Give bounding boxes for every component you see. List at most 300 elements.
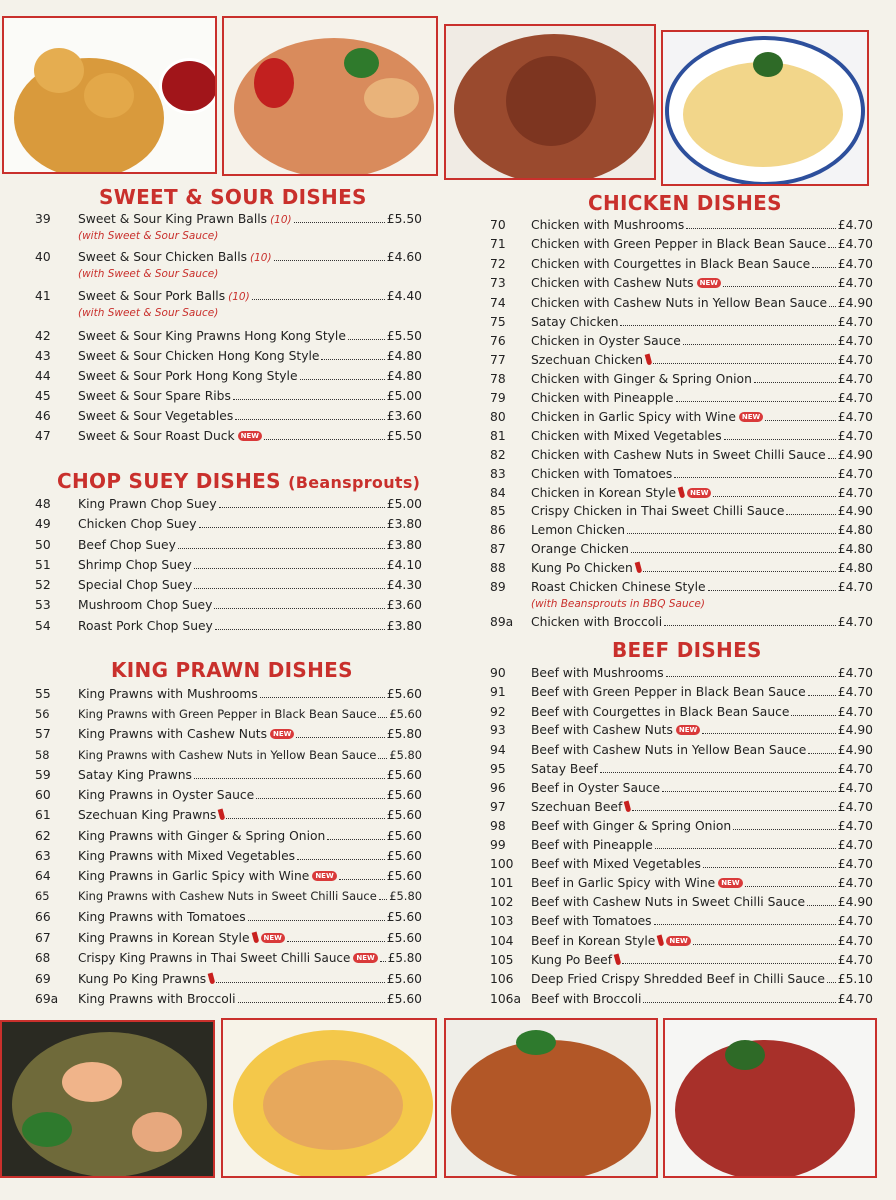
dot-leader	[643, 1002, 835, 1003]
menu-item	[490, 448, 873, 463]
item-name	[531, 296, 827, 311]
item-price: £4.90	[837, 448, 873, 462]
menu-item	[490, 743, 873, 758]
item-name	[78, 808, 224, 823]
menu-item	[490, 257, 873, 272]
item-name-text: Sweet & Sour King Prawns Hong Kong Style	[78, 329, 346, 343]
dot-leader	[194, 588, 385, 589]
item-name	[531, 666, 664, 681]
item-name-text: Szechuan Beef	[531, 800, 623, 814]
item-name	[531, 523, 625, 538]
item-number: 89	[490, 580, 506, 594]
item-price: £5.60	[386, 788, 422, 802]
item-number: 92	[490, 705, 506, 719]
egg-fu-yung-photo	[661, 30, 869, 186]
item-price: £4.70	[837, 580, 873, 594]
menu-item	[490, 467, 873, 482]
item-price: £4.70	[837, 857, 873, 871]
item-name	[531, 580, 706, 595]
chili-icon	[218, 809, 226, 821]
item-name-text: Beef with Green Pepper in Black Bean Sauce	[531, 685, 806, 699]
item-name-text: Shrimp Chop Suey	[78, 558, 192, 572]
menu-item	[490, 685, 873, 700]
dot-leader	[662, 791, 836, 792]
item-name	[531, 448, 826, 463]
menu-item	[490, 523, 873, 538]
menu-item	[35, 389, 422, 404]
item-price: £3.60	[386, 598, 422, 612]
new-badge: NEW	[312, 871, 336, 881]
item-name	[78, 598, 212, 613]
item-price: £4.30	[386, 578, 422, 592]
item-name	[531, 561, 641, 576]
menu-item	[490, 992, 873, 1007]
item-quantity: (10)	[228, 291, 250, 303]
item-name	[78, 369, 298, 384]
item-name	[78, 951, 378, 966]
item-number: 47	[35, 429, 51, 443]
dot-leader	[294, 222, 385, 223]
menu-item	[490, 876, 873, 891]
item-number: 61	[35, 808, 51, 822]
item-name	[78, 687, 258, 702]
item-price: £4.70	[837, 992, 873, 1006]
new-badge: NEW	[718, 878, 742, 888]
item-number: 66	[35, 910, 51, 924]
item-name	[78, 517, 197, 532]
item-number: 54	[35, 619, 51, 633]
item-price: £5.80	[386, 727, 422, 741]
item-name-text: Beef with Mushrooms	[531, 666, 664, 680]
item-price: £4.70	[837, 705, 873, 719]
item-name	[531, 705, 789, 720]
item-name	[531, 914, 652, 929]
item-name	[78, 992, 236, 1007]
item-number: 60	[35, 788, 51, 802]
item-number: 86	[490, 523, 506, 537]
dot-leader	[235, 419, 385, 420]
chicken-heading: CHICKEN DISHES	[588, 191, 782, 215]
item-number: 81	[490, 429, 506, 443]
item-name-text: Beef Chop Suey	[78, 538, 176, 552]
item-name	[531, 467, 672, 482]
dot-leader	[194, 778, 385, 779]
item-name-text: Beef in Oyster Sauce	[531, 781, 661, 795]
item-price: £5.60	[386, 849, 422, 863]
dot-leader	[693, 944, 836, 945]
item-number: 43	[35, 349, 51, 363]
menu-item	[35, 578, 422, 593]
item-name	[531, 257, 810, 272]
dot-leader	[260, 697, 385, 698]
menu-item	[490, 334, 873, 349]
item-number: 79	[490, 391, 506, 405]
dot-leader	[274, 260, 385, 261]
item-name	[531, 615, 662, 630]
item-name-text: Satay Beef	[531, 762, 598, 776]
menu-item	[35, 808, 422, 823]
new-badge: NEW	[697, 278, 721, 288]
item-number: 73	[490, 276, 506, 290]
item-name-text: King Prawn Chop Suey	[78, 497, 217, 511]
dot-leader	[226, 818, 384, 819]
item-number: 45	[35, 389, 51, 403]
dot-leader	[807, 905, 836, 906]
item-name-text: Chicken in Korean Style	[531, 486, 677, 500]
item-note: (with Sweet & Sour Sauce)	[78, 268, 219, 280]
menu-item	[35, 829, 422, 844]
item-name	[531, 781, 660, 796]
item-name-text: Beef with Broccoli	[531, 992, 642, 1006]
item-number: 93	[490, 723, 506, 737]
item-price: £4.70	[837, 838, 873, 852]
item-name-text: King Prawns in Garlic Spicy with Wine	[78, 869, 310, 883]
dot-leader	[219, 507, 385, 508]
item-price: £5.00	[386, 497, 422, 511]
menu-item	[490, 615, 873, 630]
item-price: £4.70	[837, 934, 873, 948]
item-price: £4.70	[837, 467, 873, 481]
menu-item	[35, 951, 422, 966]
item-name-text: Deep Fried Crispy Shredded Beef in Chilli Sauce	[531, 972, 825, 986]
menu-item	[35, 889, 422, 904]
dot-leader	[339, 879, 385, 880]
dot-leader	[264, 439, 385, 440]
menu-item	[490, 972, 873, 987]
spare-ribs-photo	[663, 1018, 877, 1178]
item-name-text: King Prawns with Ginger & Spring Onion	[78, 829, 326, 843]
item-number: 76	[490, 334, 506, 348]
item-price: £5.60	[386, 687, 422, 701]
dot-leader	[655, 848, 836, 849]
item-number: 62	[35, 829, 51, 843]
item-number: 88	[490, 561, 506, 575]
dot-leader	[252, 299, 385, 300]
menu-item	[35, 349, 422, 364]
item-price: £4.70	[837, 410, 873, 424]
item-number: 39	[35, 212, 51, 226]
item-name-text: Roast Chicken Chinese Style	[531, 580, 706, 594]
sweet-sour-heading: SWEET & SOUR DISHES	[99, 185, 367, 209]
menu-item	[35, 558, 422, 573]
item-price: £4.70	[837, 781, 873, 795]
item-number: 40	[35, 250, 51, 264]
item-price: £4.70	[837, 666, 873, 680]
item-number: 82	[490, 448, 506, 462]
dot-leader	[238, 1002, 385, 1003]
item-name	[531, 486, 711, 501]
menu-item	[35, 931, 422, 946]
dot-leader	[683, 344, 836, 345]
item-price: £4.70	[837, 914, 873, 928]
item-name	[78, 727, 294, 742]
item-name-text: King Prawns with Mushrooms	[78, 687, 258, 701]
chili-icon	[251, 932, 259, 944]
item-note: (with Beansprouts in BBQ Sauce)	[531, 598, 705, 610]
item-name	[531, 391, 674, 406]
chop-suey-heading	[57, 469, 420, 493]
menu-item	[490, 705, 873, 720]
item-number: 91	[490, 685, 506, 699]
item-number: 65	[35, 889, 50, 903]
item-name-text: Chicken with Courgettes in Black Bean Sauce	[531, 257, 811, 271]
item-quantity: (10)	[250, 252, 272, 264]
item-price: £5.60	[386, 808, 422, 822]
item-number: 104	[490, 934, 514, 948]
item-number: 87	[490, 542, 506, 556]
item-name-text: King Prawns in Korean Style	[78, 931, 250, 945]
menu-item	[490, 561, 873, 576]
crispy-shredded-beef-photo	[444, 1018, 658, 1178]
menu-item	[490, 410, 873, 425]
item-name-text: Kung Po King Prawns	[78, 972, 207, 986]
menu-item	[35, 849, 422, 864]
item-number: 55	[35, 687, 51, 701]
item-name-text: Satay King Prawns	[78, 768, 192, 782]
menu-item	[490, 296, 873, 311]
dot-leader	[622, 963, 836, 964]
menu-item	[35, 869, 422, 884]
item-number: 41	[35, 289, 51, 303]
item-number: 103	[490, 914, 514, 928]
new-badge: NEW	[238, 431, 262, 441]
item-name	[78, 497, 217, 512]
item-name	[78, 748, 376, 763]
item-price: £3.60	[386, 409, 422, 423]
item-price: £4.70	[837, 953, 873, 967]
item-name-text: Chicken with Mixed Vegetables	[531, 429, 722, 443]
dot-leader	[643, 571, 836, 572]
item-name	[531, 819, 731, 834]
king-prawn-mixed-veg-photo	[0, 1020, 215, 1178]
item-number: 99	[490, 838, 506, 852]
dot-leader	[786, 514, 835, 515]
item-price: £4.70	[837, 800, 873, 814]
item-number: 75	[490, 315, 506, 329]
item-name	[78, 619, 213, 634]
item-name	[531, 972, 825, 987]
item-name	[531, 934, 691, 949]
menu-item	[490, 895, 873, 910]
item-number: 90	[490, 666, 506, 680]
dot-leader	[600, 772, 836, 773]
item-name	[531, 429, 722, 444]
item-name	[78, 972, 214, 987]
item-price: £4.70	[837, 429, 873, 443]
item-name	[531, 876, 743, 891]
item-price: £4.80	[386, 349, 422, 363]
item-name-text: Kung Po Chicken	[531, 561, 633, 575]
dot-leader	[300, 379, 385, 380]
dot-leader	[216, 982, 385, 983]
item-price: £4.70	[837, 876, 873, 890]
king-prawn-heading: KING PRAWN DISHES	[111, 658, 353, 682]
item-name-text: Chicken with Broccoli	[531, 615, 663, 629]
item-name	[531, 685, 806, 700]
item-price: £5.60	[386, 869, 422, 883]
dot-leader	[620, 325, 835, 326]
dot-leader	[287, 941, 385, 942]
new-badge: NEW	[739, 412, 763, 422]
menu-item	[490, 838, 873, 853]
menu-item	[490, 486, 873, 501]
item-price: £5.80	[389, 889, 422, 903]
dot-leader	[296, 737, 384, 738]
item-name-text: Chicken in Garlic Spicy with Wine	[531, 410, 736, 424]
item-name-text: Beef with Courgettes in Black Bean Sauce	[531, 705, 790, 719]
item-price: £4.80	[837, 542, 873, 556]
item-number: 95	[490, 762, 506, 776]
item-name-text: Sweet & Sour Chicken Hong Kong Style	[78, 349, 320, 363]
menu-item	[490, 819, 873, 834]
item-number: 44	[35, 369, 51, 383]
item-number: 84	[490, 486, 506, 500]
item-price: £4.90	[837, 504, 873, 518]
menu-item	[490, 914, 873, 929]
item-name-text: Chicken with Cashew Nuts in Yellow Bean Sauce	[531, 296, 828, 310]
item-name	[78, 849, 295, 864]
dot-leader	[754, 382, 836, 383]
item-price: £4.70	[837, 257, 873, 271]
item-number: 77	[490, 353, 506, 367]
dot-leader	[379, 899, 388, 900]
dot-leader	[703, 867, 836, 868]
chili-icon	[614, 954, 622, 966]
item-name-text: Special Chop Suey	[78, 578, 193, 592]
item-price: £4.70	[837, 762, 873, 776]
item-number: 98	[490, 819, 506, 833]
item-number: 78	[490, 372, 506, 386]
item-price: £5.00	[386, 389, 422, 403]
item-name-text: Beef with Pineapple	[531, 838, 653, 852]
menu-item	[490, 800, 873, 815]
item-name-text: King Prawns with Cashew Nuts	[78, 727, 268, 741]
item-name-text: Chicken with Green Pepper in Black Bean Sauce	[531, 237, 827, 251]
item-name	[78, 707, 376, 722]
item-name-text: Roast Pork Chop Suey	[78, 619, 213, 633]
item-number: 100	[490, 857, 514, 871]
item-price: £4.60	[386, 250, 422, 264]
item-name	[531, 838, 653, 853]
lemon-chicken-photo	[221, 1018, 437, 1178]
dot-leader	[828, 247, 835, 248]
item-name-text: Sweet & Sour Chicken Balls	[78, 250, 248, 264]
item-name	[78, 869, 337, 884]
item-name	[531, 723, 700, 738]
menu-item	[35, 687, 422, 702]
item-number: 42	[35, 329, 51, 343]
item-name	[531, 895, 805, 910]
item-price: £3.80	[386, 517, 422, 531]
item-number: 57	[35, 727, 51, 741]
menu-item	[490, 934, 873, 949]
item-name-text: Chicken with Mushrooms	[531, 218, 685, 232]
item-name-text: Satay Chicken	[531, 315, 619, 329]
item-name-text: Crispy King Prawns in Thai Sweet Chilli Sauce	[78, 951, 351, 965]
menu-item	[35, 497, 422, 512]
menu-item	[35, 517, 422, 532]
item-name	[78, 250, 272, 266]
new-badge: NEW	[687, 488, 711, 498]
item-number: 105	[490, 953, 514, 967]
item-name-text: King Prawns with Cashew Nuts in Yellow Bean Sauce	[78, 748, 377, 762]
item-price: £5.80	[389, 748, 422, 762]
item-name-text: Beef with Cashew Nuts in Sweet Chilli Sauce	[531, 895, 806, 909]
chili-icon	[208, 973, 216, 985]
item-quantity: (10)	[270, 214, 292, 226]
dot-leader	[654, 924, 836, 925]
dot-leader	[733, 829, 836, 830]
item-name-text: King Prawns with Mixed Vegetables	[78, 849, 296, 863]
item-name-text: Chicken with Cashew Nuts	[531, 276, 694, 290]
item-name-text: Kung Po Beef	[531, 953, 613, 967]
item-name-text: Sweet & Sour Vegetables	[78, 409, 234, 423]
item-name	[531, 743, 806, 758]
dot-leader	[631, 552, 836, 553]
dot-leader	[215, 629, 385, 630]
item-name-text: Sweet & Sour Pork Balls	[78, 289, 226, 303]
dot-leader	[256, 798, 385, 799]
item-number: 51	[35, 558, 51, 572]
dot-leader	[686, 228, 835, 229]
item-name	[531, 800, 630, 815]
dot-leader	[702, 733, 836, 734]
item-name-text: Chicken with Ginger & Spring Onion	[531, 372, 752, 386]
item-number: 89a	[490, 615, 514, 629]
item-number: 71	[490, 237, 506, 251]
dot-leader	[178, 548, 385, 549]
item-number: 106a	[490, 992, 522, 1006]
item-name-text: Sweet & Sour Spare Ribs	[78, 389, 231, 403]
dot-leader	[214, 608, 384, 609]
item-price: £4.80	[386, 369, 422, 383]
dot-leader	[378, 717, 387, 718]
item-number: 64	[35, 869, 51, 883]
dot-leader	[674, 477, 835, 478]
item-price: £5.50	[386, 212, 422, 226]
item-name-text: Beef with Mixed Vegetables	[531, 857, 701, 871]
dot-leader	[297, 859, 385, 860]
dot-leader	[708, 590, 836, 591]
item-name-text: Szechuan King Prawns	[78, 808, 217, 822]
menu-item	[490, 542, 873, 557]
item-number: 49	[35, 517, 51, 531]
menu-item	[490, 391, 873, 406]
menu-item	[35, 538, 422, 553]
menu-item	[35, 289, 422, 305]
item-number: 50	[35, 538, 51, 552]
item-name	[78, 349, 319, 364]
item-price: £4.70	[837, 218, 873, 232]
menu-item	[35, 329, 422, 344]
item-price: £4.70	[837, 819, 873, 833]
item-name-text: King Prawns with Broccoli	[78, 992, 236, 1006]
menu-item	[35, 707, 422, 722]
item-name	[531, 504, 784, 519]
item-name-text: Beef with Tomatoes	[531, 914, 652, 928]
dot-leader	[199, 527, 385, 528]
dot-leader	[724, 439, 836, 440]
dot-leader	[378, 758, 387, 759]
dot-leader	[666, 676, 836, 677]
menu-item	[490, 237, 873, 252]
item-name	[78, 578, 192, 593]
dot-leader	[827, 982, 836, 983]
menu-item	[490, 580, 873, 595]
item-name-text: Chicken with Pineapple	[531, 391, 674, 405]
item-note: (with Sweet & Sour Sauce)	[78, 230, 219, 242]
item-name	[78, 788, 254, 803]
